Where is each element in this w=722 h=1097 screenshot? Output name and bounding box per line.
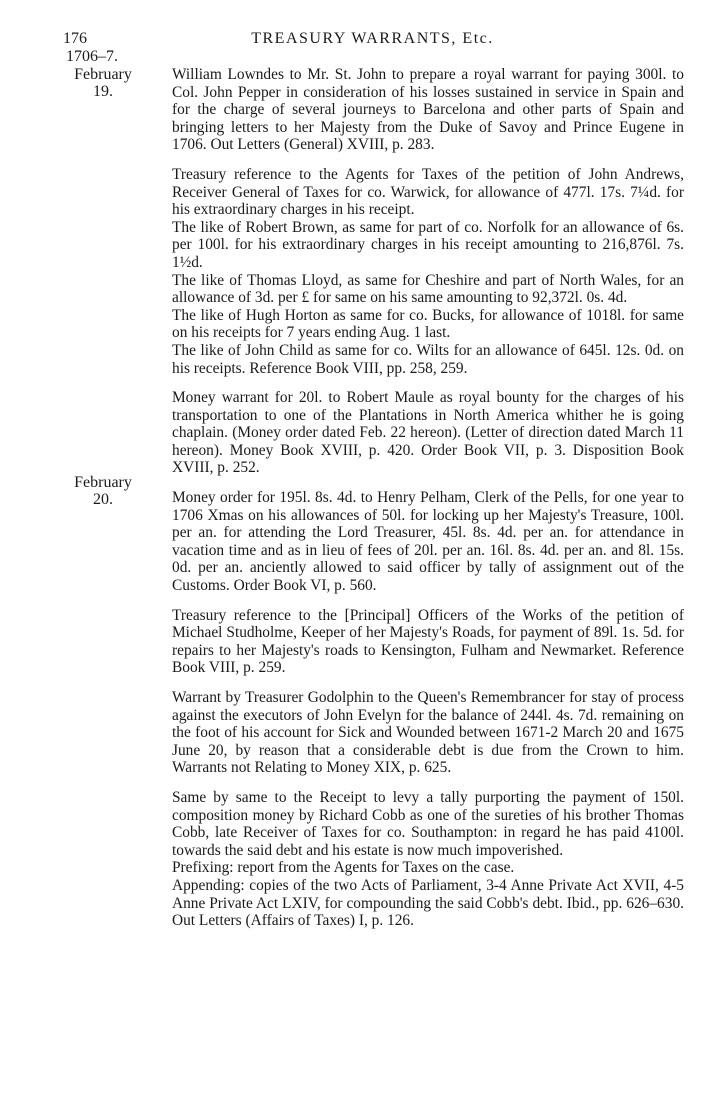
page-number: 176 (63, 30, 87, 47)
document-body (172, 66, 684, 930)
entry-andrews-reference: Treasury reference to the Agents for Taxes of the petition of John Andrews, Receiver General of Taxes for co. Warwick, for allowance of 477l. 17s. 7¼d. for his extraordinary charges in his receipt. (172, 165, 684, 219)
entry-pelham-money-order: Money order for 195l. 8s. 4d. to Henry Pelham, Clerk of the Pells, for one year to 1706 Xmas on his allowances of 50l. for locking up her Majesty's Treasure, 100l. per an. for attending the Lord Treasurer, 45l. 8s. 4d. per an. for attendance in vacation time and as in lieu of fees of 20l. per an. 16l. 8s. 4d. per an. and 8l. 15s. 0d. per an. anciently allowed to said officer by tally of assignment out of the Customs. Order Book VI, p. 560. (172, 489, 684, 595)
entry-studholme-reference: Treasury reference to the [Principal] Officers of the Works of the petition of Michael Studholme, Keeper of her Majesty's Roads, for payment of 89l. 1s. 5d. for repairs to her Majesty's roads to Kensington, Fulham and Newmarket. Reference Book VIII, p. 259. (172, 606, 684, 677)
page-header (63, 30, 682, 50)
entry-maule-money-warrant: Money warrant for 20l. to Robert Maule as royal bounty for the charges of his transportation to one of the Plantations in North America whither he is going chaplain. (Money order dated Feb. 22 hereon). (Letter of direction dated March 11 hereon). Money Book XVIII, p. 420. Order Book VII, p. 3. Disposition Book XVIII, p. 252. (172, 389, 684, 477)
margin-date-month: February (74, 66, 132, 83)
margin-date-feb-20 (62, 474, 144, 508)
entry-cobb-tally: Same by same to the Receipt to levy a tally purporting the payment of 150l. composition money by Richard Cobb as one of the sureties of his brother Thomas Cobb, late Receiver of Taxes for co. Southampton: in regard he has paid 4100l. towards the said debt and his estate is now much impoverished. (172, 788, 684, 859)
running-title: TREASURY WARRANTS, Etc. (251, 30, 494, 47)
entry-cobb-prefixing: Prefixing: report from the Agents for Taxes on the case. (172, 859, 515, 877)
entry-brown-reference: The like of Robert Brown, as same for part of co. Norfolk for an allowance of 6s. per 100l. for his extraordinary charges in his receipt amounting to 216,876l. 7s. 1½d. (172, 218, 684, 271)
margin-date-day: 20. (93, 491, 113, 508)
margin-date-feb-19 (62, 66, 144, 100)
margin-date-day: 19. (93, 83, 113, 100)
year-margin-note: 1706–7. (66, 48, 118, 65)
entry-cobb-appending: Appending: copies of the two Acts of Parliament, 3-4 Anne Private Act XVII, 4-5 Anne Private Act LXIV, for compounding the said Cobb's debt. Ibid., pp. 626–630. Out Letters (Affairs of Taxes) I, p. 126. (172, 876, 684, 930)
entry-child-reference: The like of John Child as same for co. Wilts for an allowance of 645l. 12s. 0d. on his receipts. Reference Book VIII, pp. 258, 259. (172, 341, 684, 377)
entry-evelyn-warrant: Warrant by Treasurer Godolphin to the Queen's Remembrancer for stay of process against the executors of John Evelyn for the balance of 244l. 4s. 7d. remaining on the foot of his account for Sick and Wounded between 1671-2 March 20 and 1675 June 20, by reason that a considerable debt is due from the Crown to him. Warrants not Relating to Money XIX, p. 625. (172, 689, 684, 777)
entry-lowndes-warrant: William Lowndes to Mr. St. John to prepare a royal warrant for paying 300l. to Col. John Pepper in consideration of his losses sustained in service in Spain and for the charge of several journeys to Barcelona and other parts of Spain and bringing letters to her Majesty from the Duke of Savoy and Prince Eugene in 1706. Out Letters (General) XVIII, p. 283. (172, 66, 684, 154)
margin-date-month: February (74, 474, 132, 491)
entry-lloyd-reference: The like of Thomas Lloyd, as same for Cheshire and part of North Wales, for an allowance of 3d. per £ for same on his same amounting to 92,372l. 0s. 4d. (172, 271, 684, 307)
entry-horton-reference: The like of Hugh Horton as same for co. Bucks, for allowance of 1018l. for same on his receipts for 7 years ending Aug. 1 last. (172, 306, 684, 342)
